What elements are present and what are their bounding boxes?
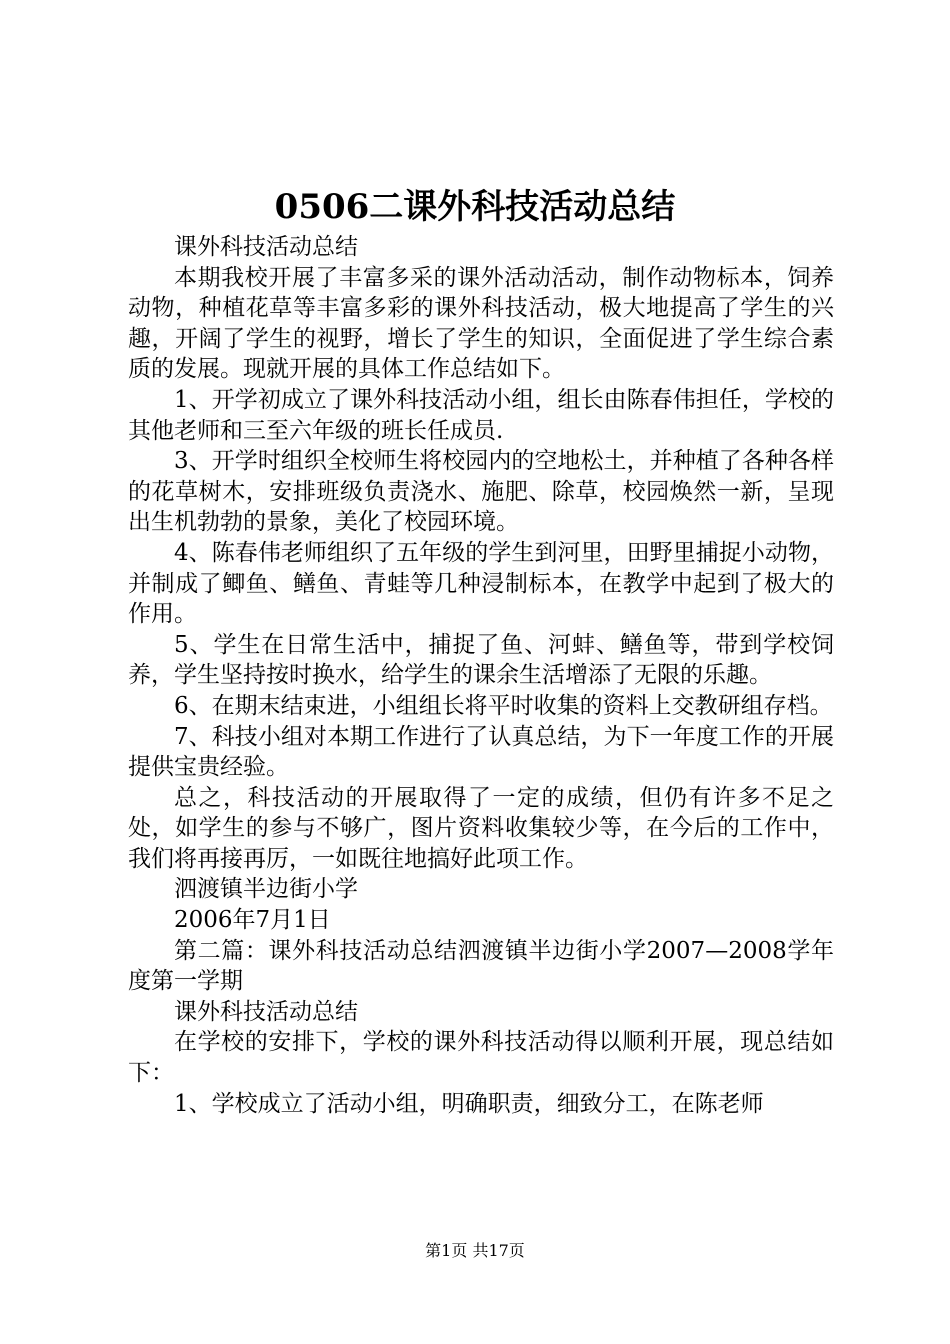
item-paragraph: 1、学校成立了活动小组，明确职责，细致分工，在陈老师 [174,1090,764,1117]
item-paragraph: 6、在期末结束进，小组组长将平时收集的资料上交教研组存档。 [174,692,833,719]
page-footer: 第1页 共17页 [425,1241,525,1260]
document-body [128,232,834,1119]
conclusion-paragraph: 总之，科技活动的开展取得了一定的成绩，但仍有许多不足之处，如学生的参与不够广，图片资料收集较少等，在今后的工作中，我们将再接再厉，一如既往地搞好此项工作。 [128,784,834,872]
signature-school: 泗渡镇半边街小学 [174,876,358,903]
intro-paragraph: 在学校的安排下，学校的课外科技活动得以顺利开展，现总结如下： [128,1029,834,1087]
section-heading: 课外科技活动总结 [174,234,358,260]
item-paragraph: 5、学生在日常生活中，捕捉了鱼、河蚌、鳝鱼等，带到学校饲养，学生坚持按时换水，给学生的课余生活增添了无限的乐趣。 [128,631,834,689]
section-heading: 课外科技活动总结 [174,998,358,1025]
item-paragraph: 3、开学时组织全校师生将校园内的空地松土，并种植了各种各样的花草树木，安排班级负责浇水、施肥、除草，校园焕然一新，呈现出生机勃勃的景象，美化了校园环境。 [128,448,834,536]
item-paragraph: 1、开学初成立了课外科技活动小组，组长由陈春伟担任，学校的其他老师和三至六年级的班长任成员. [128,386,834,444]
signature-date: 2006年7月1日 [174,907,331,934]
intro-paragraph: 本期我校开展了丰富多采的课外活动活动，制作动物标本，饲养动物，种植花草等丰富多彩的课外科技活动，极大地提高了学生的兴趣，开阔了学生的视野，增长了学生的知识，全面促进了学生综合素质的发展。现就开展的具体工作总结如下。 [128,264,834,383]
document-title: 0506二课外科技活动总结 [274,187,676,227]
item-paragraph: 4、陈春伟老师组织了五年级的学生到河里，田野里捕捉小动物，并制成了鲫鱼、鳝鱼、青蛙等几种浸制标本，在教学中起到了极大的作用。 [128,539,834,628]
second-part-heading: 第二篇：课外科技活动总结泗渡镇半边街小学2007—2008学年度第一学期 [128,937,834,995]
item-paragraph: 7、科技小组对本期工作进行了认真总结，为下一年度工作的开展提供宝贵经验。 [128,723,834,781]
